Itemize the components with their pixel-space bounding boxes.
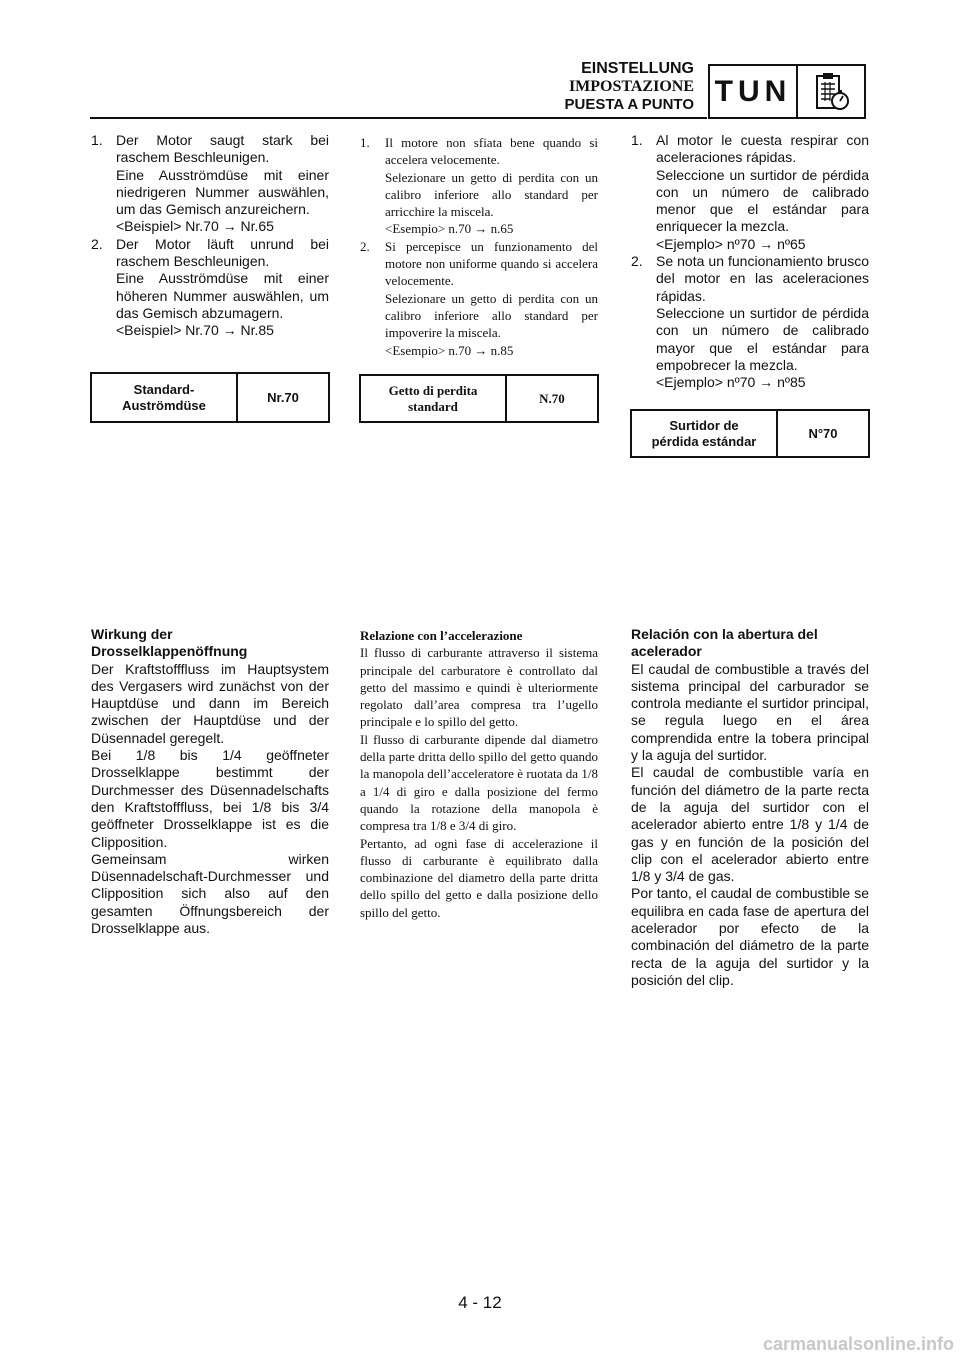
german-section — [91, 626, 329, 937]
list-item: 2. Si percepisce un funzionamento del motore non uniforme quando si accelera velocemente. Selezionare un getto di perdita con un calibro inferiore allo standard per impoverire la miscela. <Esempio> n.70 → n.85 — [360, 238, 598, 358]
header-title-spanish: PUESTA A PUNTO — [564, 96, 694, 113]
header-title-german: EINSTELLUNG — [581, 60, 694, 77]
watermark: carmanualsonline.info — [762, 1334, 954, 1354]
list-item: 1. Al motor le cuesta respirar con aceleraciones rápidas. Seleccione un surtidor de pérdida con un número de calibrado menor que el estándar para enriquecer la mezcla. <Ejemplo> nº70 → nº65 — [631, 132, 869, 252]
spec-value: N°70 — [777, 410, 869, 457]
german-list — [91, 132, 329, 340]
section-title: Wirkung der Drosselklappenöffnung — [91, 626, 248, 660]
paragraph: Pertanto, ad ogni fase di accelerazione il flusso di carburante è equilibrato dalla combinazione del diametro della parte dritta dello spillo del getto e dalla posizione dello spillo del getto. — [360, 835, 598, 920]
spec-label: Getto di perdita standard — [360, 375, 506, 422]
italian-spec-table — [359, 374, 599, 423]
list-item: 1. Il motore non sfiata bene quando si accelera velocemente. Selezionare un getto di perdita con un calibro inferiore allo standard per arricchire la miscela. <Esempio> n.70 → n.65 — [360, 135, 598, 237]
header-titles — [565, 60, 694, 114]
spanish-section — [631, 626, 869, 989]
list-item: 2. Der Motor läuft unrund bei raschem Beschleunigen. Eine Ausströmdüse mit einer höheren Nummer auswählen, um das Gemisch abzumagern. <Beispiel> Nr.70 → Nr.85 — [91, 235, 329, 339]
checklist-stopwatch-icon — [798, 66, 864, 117]
spec-value: N.70 — [506, 375, 598, 422]
paragraph: El caudal de combustible varía en función del diámetro de la parte recta de la aguja del surtidor con el acelerador abierto entre 1/8 y 1/4 de gas y en función de la posición del clip con el acelerador abierto entre 1/8 y 3/4 de gas. — [631, 764, 869, 885]
paragraph: Por tanto, el caudal de combustible se equilibra en cada fase de apertura del acelerador por efecto de la combinación del diámetro de la parte recta de la aguja del surtidor y la posición del clip. — [631, 885, 869, 988]
spanish-list — [631, 132, 869, 391]
paragraph: El caudal de combustible a través del sistema principal del carburador se controla mediante el surtidor principal, se regula luego en el área comprendida entre la tobera principal y la aguja del surtidor. — [631, 660, 869, 764]
list-item: 2. Se nota un funcionamiento brusco del motor en las aceleraciones rápidas. Seleccione un surtidor de pérdida con un número de calibrado mayor que el estándar para empobrecer la mezcla. <Ejemplo> nº70 → nº85 — [631, 253, 869, 391]
section-title: Relación con la abertura del acelerador — [631, 626, 818, 660]
header-rule — [90, 117, 707, 119]
german-spec-table — [90, 372, 330, 423]
spanish-spec-table — [630, 409, 870, 458]
spec-label: Surtidor de pérdida estándar — [631, 410, 777, 457]
section-badge — [708, 64, 866, 119]
paragraph: Der Kraftstofffluss im Hauptsystem des Vergasers wird zunächst von der Hauptdüse und dann im Bereich zwischen der Hauptdüse und der Düsennadel geregelt. — [91, 660, 329, 746]
spec-value: Nr.70 — [237, 373, 329, 422]
section-code: TUN — [710, 66, 798, 117]
italian-list — [360, 134, 598, 359]
list-item: 1. Der Motor saugt stark bei raschem Beschleunigen. Eine Ausströmdüse mit einer niedrigeren Nummer auswählen, um das Gemisch anzureichern. <Beispiel> Nr.70 → Nr.65 — [91, 132, 329, 235]
paragraph: Bei 1/8 bis 1/4 geöffneter Drosselklappe bestimmt der Durchmesser des Düsennadelschafts den Kraftstofffluss, bei 1/8 bis 3/4 geöffneter Drosselklappe ist es die Clipposition. — [91, 747, 329, 850]
paragraph: Gemeinsam wirken Düsennadelschaft-Durchmesser und Clipposition sich also auf den gesamten Öffnungsbereich der Drosselklappe aus. — [91, 850, 329, 937]
section-title: Relazione con l’accelerazione — [360, 628, 523, 643]
paragraph: Il flusso di carburante attraverso il sistema principale del carburatore è controllato dal getto del massimo e quindi è ulteriormente regolato dall’area compresa tra l’ugello principale e lo spillo del getto. — [360, 645, 598, 730]
italian-section — [360, 627, 598, 921]
header-title-italian: IMPOSTAZIONE — [568, 78, 694, 95]
paragraph: Il flusso di carburante dipende dal diametro della parte dritta dello spillo del getto quando la manopola dell’acceleratore è ruotata da 1/8 a 1/4 di giro e dalla posizione del fermo quando la rotazione della manopola è compresa tra 1/8 e 3/4 di giro. — [360, 731, 598, 834]
spec-label: Standard- Auströmdüse — [91, 373, 237, 422]
page-number: 4 - 12 — [458, 1293, 502, 1312]
